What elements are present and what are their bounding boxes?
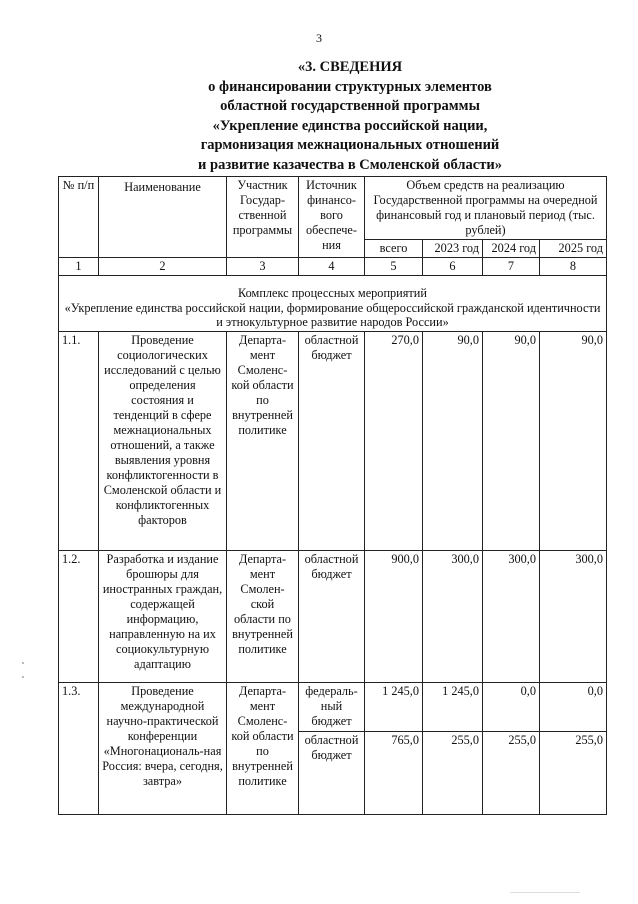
header-row [59, 177, 607, 240]
row-2025: 300,0 [540, 550, 607, 682]
section-header-row [59, 276, 607, 332]
header-volume: Объем средств на реализацию Государственной программы на очередной финансовый год и плановый период (тыс. рублей) [365, 177, 607, 240]
column-number: 3 [227, 258, 299, 276]
financing-table [58, 176, 607, 815]
header-year-2023: 2023 год [423, 240, 483, 258]
row-source: областной бюджет [299, 550, 365, 682]
header-name: Наименование [99, 177, 227, 258]
document-title [130, 58, 570, 175]
table-row [59, 682, 607, 731]
row-2023: 255,0 [423, 731, 483, 814]
title-line: о финансировании структурных элементов [208, 78, 492, 95]
scan-speck [22, 676, 24, 678]
column-number: 2 [99, 258, 227, 276]
column-number: 8 [540, 258, 607, 276]
title-line: гармонизация межнациональных отношений [200, 137, 500, 153]
row-total: 900,0 [365, 550, 423, 682]
section-title: Комплекс процессных мероприятий [238, 286, 427, 300]
header-participant: Участник Государ-ственной программы [227, 177, 299, 258]
header-source: Источник финансо-вого обеспече-ния [299, 177, 365, 258]
scan-streak [510, 892, 580, 893]
title-line: «Укрепление единства российской нации, [212, 117, 488, 134]
row-number: 1.1. [59, 331, 99, 550]
row-participant: Департа-мент Смоленс-кой области по внутренней политике [227, 682, 299, 814]
scan-speck [22, 662, 24, 664]
section-subtitle: «Укрепление единства российской нации, формирование общероссийской гражданской идентичности и этнокультурное развитие народов России» [64, 300, 601, 329]
row-participant: Департа-мент Смолен-ской области по внутренней политике [227, 550, 299, 682]
row-name: Разработка и издание брошюры для иностранных граждан, содержащей информацию, направленную на их социокультурную адаптацию [99, 550, 227, 682]
header-year-2024: 2024 год [483, 240, 540, 258]
row-2024: 300,0 [483, 550, 540, 682]
row-2025: 90,0 [540, 331, 607, 550]
row-source: областной бюджет [299, 731, 365, 814]
row-2023: 1 245,0 [423, 682, 483, 731]
row-number: 1.2. [59, 550, 99, 682]
section-header [59, 276, 607, 332]
row-2025: 0,0 [540, 682, 607, 731]
column-number: 4 [299, 258, 365, 276]
row-name: Проведение международной научно-практической конференции «Многонациональ-ная Россия: вчера, сегодня, завтра» [99, 682, 227, 814]
row-2023: 300,0 [423, 550, 483, 682]
row-source: областной бюджет [299, 331, 365, 550]
table-row [59, 550, 607, 682]
title-line: областной государственной программы [220, 98, 480, 114]
row-participant: Департа-мент Смоленс-кой области по внутренней политике [227, 331, 299, 550]
row-total: 1 245,0 [365, 682, 423, 731]
row-total: 765,0 [365, 731, 423, 814]
row-2024: 0,0 [483, 682, 540, 731]
row-2023: 90,0 [423, 331, 483, 550]
row-2024: 90,0 [483, 331, 540, 550]
page-number: 3 [316, 31, 322, 45]
row-2024: 255,0 [483, 731, 540, 814]
row-2025: 255,0 [540, 731, 607, 814]
column-number: 1 [59, 258, 99, 276]
title-line: и развитие казачества в Смоленской области» [198, 156, 502, 173]
column-number: 7 [483, 258, 540, 276]
title-line: «3. СВЕДЕНИЯ [297, 59, 403, 75]
row-source: федераль-ный бюджет [299, 682, 365, 731]
row-total: 270,0 [365, 331, 423, 550]
column-number-row [59, 258, 607, 276]
column-number: 5 [365, 258, 423, 276]
header-num: № п/п [59, 177, 99, 258]
table-row [59, 331, 607, 550]
header-year-2025: 2025 год [540, 240, 607, 258]
row-name: Проведение социологических исследований с целью определения состояния и тенденций в сфере межнациональных отношений, а также выявления уровня конфликтогенности в Смоленской области и конфликтогенных факторов [99, 331, 227, 550]
row-number: 1.3. [59, 682, 99, 814]
header-total: всего [365, 240, 423, 258]
column-number: 6 [423, 258, 483, 276]
